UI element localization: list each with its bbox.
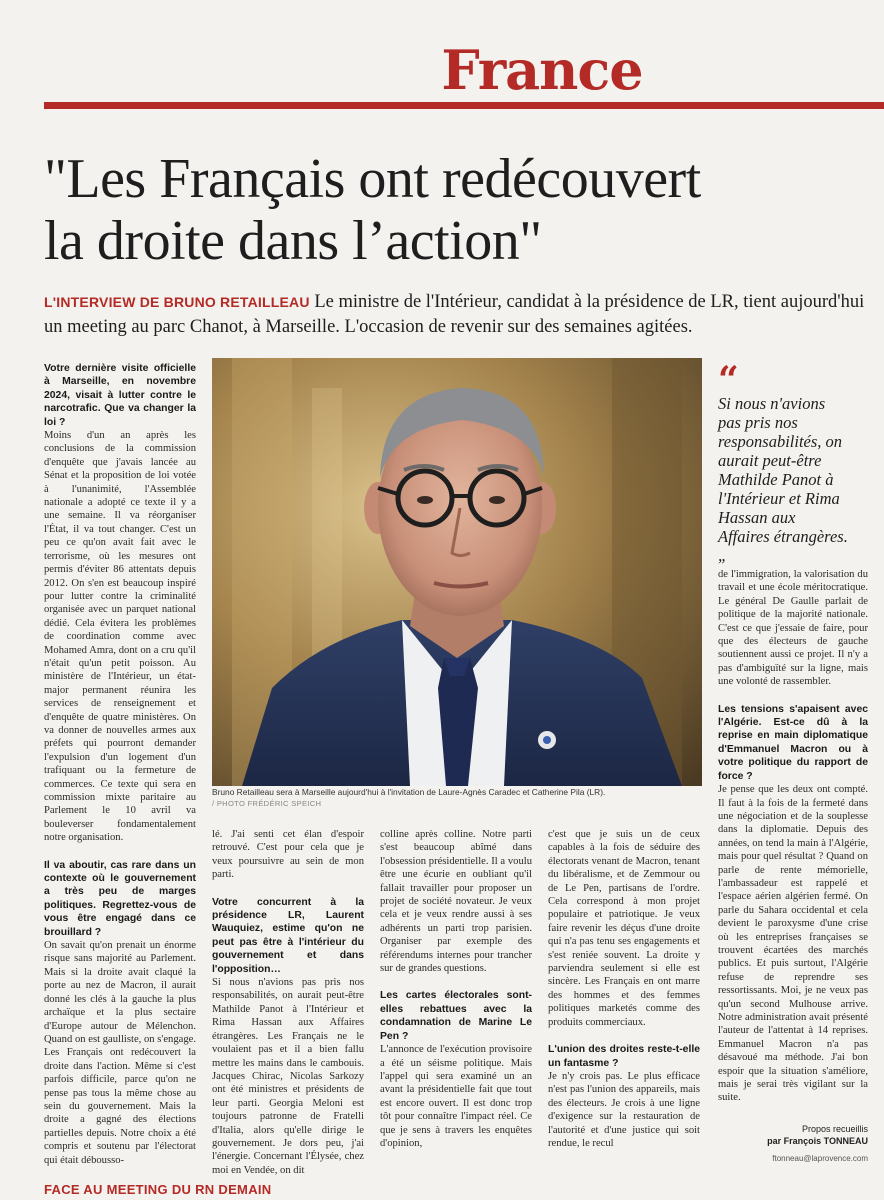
column-2 xyxy=(212,828,364,1177)
question: Votre dernière visite officielle à Marseille, en novembre 2024, visait à lutter contre le narcotrafic. Que va changer la loi ? xyxy=(44,363,196,428)
pull-quote xyxy=(718,359,848,565)
intro xyxy=(44,290,874,340)
signature-line-1: Propos recueillis xyxy=(801,1124,868,1134)
author-email: ftonneau@laprovence.com xyxy=(772,1154,868,1163)
photo-credit: / PHOTO FRÉDÉRIC SPEICH xyxy=(212,799,322,808)
quote-text: Si nous n'avions pas pris nos responsabilités, on aurait peut-être Mathilde Panot à l'Intérieur et Rima Hassan aux Affaires étrangères. „ xyxy=(718,394,848,565)
answer: lé. J'ai senti cet élan d'espoir retrouvé. C'est pour cela que je veux poursuivre au sein de mon parti. xyxy=(212,829,364,881)
column-3 xyxy=(380,828,532,1150)
section-rule xyxy=(44,102,884,109)
portrait-photo xyxy=(212,358,702,786)
headline xyxy=(44,148,874,272)
answer: Je n'y crois pas. Le plus efficace n'est pas l'union des appareils, mais des électeurs. Je crois à une ligne d'exigence sur la restauration de l'autorité et d'une justice qui soit rendue, le recul xyxy=(548,1070,700,1149)
answer: Moins d'un an après les conclusions de la commission d'enquête que j'avais lancée au Sénat et la proposition de loi votée à l'unanimité, l'Assemblée nationale a adopté ce texte il y a une semaine. Il va réorganiser l'État, il va tout changer. C'est un peu ce qu'on avait fait avec le terrorisme, où les mesures ont permis d'éviter 86 attentats depuis 2012. On s'en est beaucoup inspiré pour lutter contre la criminalité organisée avec un parquet national dédié. Cela évitera les problèmes de coordination comme avec Mohamed Amra, dont on a cru qu'il n'était qu'un petit poisson. Au ministère de l'Intérieur, un état-major permanent réunira les services de renseignement et d'enquête de quatre ministères. On va donner de nouvelles armes aux préfets qui pourront demander l'expulsion d'un logement d'un trafiquant ou la fermeture de commerces. Ce texte qui sera en commission mixte paritaire au Parlement le 10 avril va bouleverser fondamentalement notre organisation. xyxy=(44,430,196,844)
photo-caption xyxy=(212,787,706,809)
headline-line-1: "Les Français ont redécouvert xyxy=(44,148,701,210)
author-name: par François TONNEAU xyxy=(767,1136,868,1146)
answer: de l'immigration, la valorisation du travail et une école méritocratique. Le général De Gaulle parlait de politique de la majorité nationale. C'est ce que j'essaie de faire, pour que des électeurs de gauche soutiennent aussi ce projet. Il n'y a pas d'ambiguïté sur la ligne, mais une volonté de rassembler. xyxy=(718,569,868,688)
section-title: France xyxy=(441,38,643,102)
column-4 xyxy=(548,828,700,1150)
quote-mark-icon: “ xyxy=(718,359,739,401)
headline-line-2: la droite dans l’action" xyxy=(44,210,542,272)
question: Les tensions s'apaisent avec l'Algérie. Est-ce dû à la reprise en main diplomatique d'Emmanuel Macron ou à votre politique du rapport de force ? xyxy=(718,703,868,782)
column-1 xyxy=(44,362,196,1167)
answer: On savait qu'on prenait un énorme risque sans majorité au Parlement. Mais si la droite avait claqué la porte au nez de Macron, il aurait donné les clés à la gauche la plus archaïque et la plus sectaire d'Europe autour de Mélenchon. Quand on est gaulliste, on s'engage. Les Français ont redécouvert la droite dans l'action. Même si c'est parfois difficile, parce qu'on ne pense pas tous la même chose au sein du gouvernement. Mais la droite a gagné des élections partielles depuis. Notre choix a été compris et soutenu par l'électorat qui était débousso- xyxy=(44,940,196,1166)
next-article-teaser: FACE AU MEETING DU RN DEMAIN xyxy=(44,1182,272,1197)
intro-kicker: L'INTERVIEW DE BRUNO RETAILLEAU xyxy=(44,294,310,310)
question: Les cartes électorales sont-elles rebattues avec la condamnation de Marine Le Pen ? xyxy=(380,990,532,1042)
answer: L'annonce de l'exécution provisoire a été un séisme politique. Mais l'appel qui sera examiné un an avant la présidentielle fait que tout est encore ouvert. Il est donc trop tôt pour connaître l'impact réel. Ce que je sens à travers les enquêtes d'opinion, xyxy=(380,1044,532,1149)
portrait-illustration xyxy=(212,358,702,786)
answer: c'est que je suis un de ceux capables à la fois de séduire des électorats venant de Macron, tenant du libéralisme, et de Zemmour ou de Le Pen, partisans de l'ordre. Cela correspond à mon projet populaire et patriotique. Je veux faire revenir les déçus d'une droite qui n'a pas tenu ses engagements et s'est reniée souvent. La droite y parviendra seulement si elle est sincère. Les Français en ont marre des hommes et des femmes politiques marketés comme des produits commerciaux. xyxy=(548,829,700,1028)
intro-text: Le ministre de l'Intérieur, candidat à la présidence de LR, tient aujourd'hui un meeting au parc Chanot, à Marseille. L'occasion de revenir sur des semaines agitées. xyxy=(44,292,865,337)
column-5 xyxy=(718,568,868,1105)
question: L'union des droites reste-t-elle un fantasme ? xyxy=(548,1044,700,1069)
answer: colline après colline. Notre parti s'est beaucoup abîmé dans l'obsession présidentielle. Il a voulu être une écurie en oubliant qu'il fallait travailler pour proposer un projet de société novateur. Je veux cela et je veux rendre aussi à ses adhérents un parti trop parisien. Organiser par exemple des référendums internes pour trancher sur de grandes questions. xyxy=(380,829,532,975)
answer: Je pense que les deux ont compté. Il faut à la fois de la fermeté dans une négociation et de la souplesse dans la diplomatie. Depuis des années, on tend la main à l'Algérie, mais pour quel résultat ? Quand on parle de rente mémorielle, l'ambassadeur est rappelé et l'espace aérien algérien fermé. On parle du Sahara occidental et cela devient le paroxysme d'une crise où les entreprises françaises se trouvent écartées des marchés publics. Et puis surtout, l'Algérie refuse de reprendre ses ressortissants. Moi, je ne veux pas qu'un second Mulhouse arrive. Notre administration avait présenté l'auteur de l'attentat à 14 reprises. Emmanuel Macron n'a pas désavoué ma méthode. J'ai bon espoir que la situation s'améliore, mais je serai très vigilant sur la suite. xyxy=(718,784,868,1104)
author-signature xyxy=(740,1123,868,1165)
question: Il va aboutir, cas rare dans un contexte où le gouvernement a très peu de marges politiques. Regrettez-vous de vous être engagé dans ce brouillard ? xyxy=(44,859,196,938)
answer: Si nous n'avions pas pris nos responsabilités, on aurait peut-être Mathilde Panot à l'Intérieur et Rima Hassan aux Affaires étrangères. Les Français ne le voulaient pas et il a bien fallu mettre les mains dans le cambouis. Jacques Chirac, Nicolas Sarkozy ont été ministres et présidents de leur parti. Georgia Meloni est toujours patronne de Fratelli d'Italia, alors qu'elle dirige le gouvernement. Je dors peu, j'ai l'énergie. Concernant l'Élysée, chez moi en Vendée, on dit xyxy=(212,977,364,1176)
caption-text: Bruno Retailleau sera à Marseille aujourd'hui à l'invitation de Laure-Agnès Caradec et Catherine Pila (LR). xyxy=(212,787,606,797)
question: Votre concurrent à la présidence LR, Laurent Wauquiez, estime qu'on ne peut pas être à l'intérieur du gouvernement et dans l'opposition… xyxy=(212,896,364,975)
